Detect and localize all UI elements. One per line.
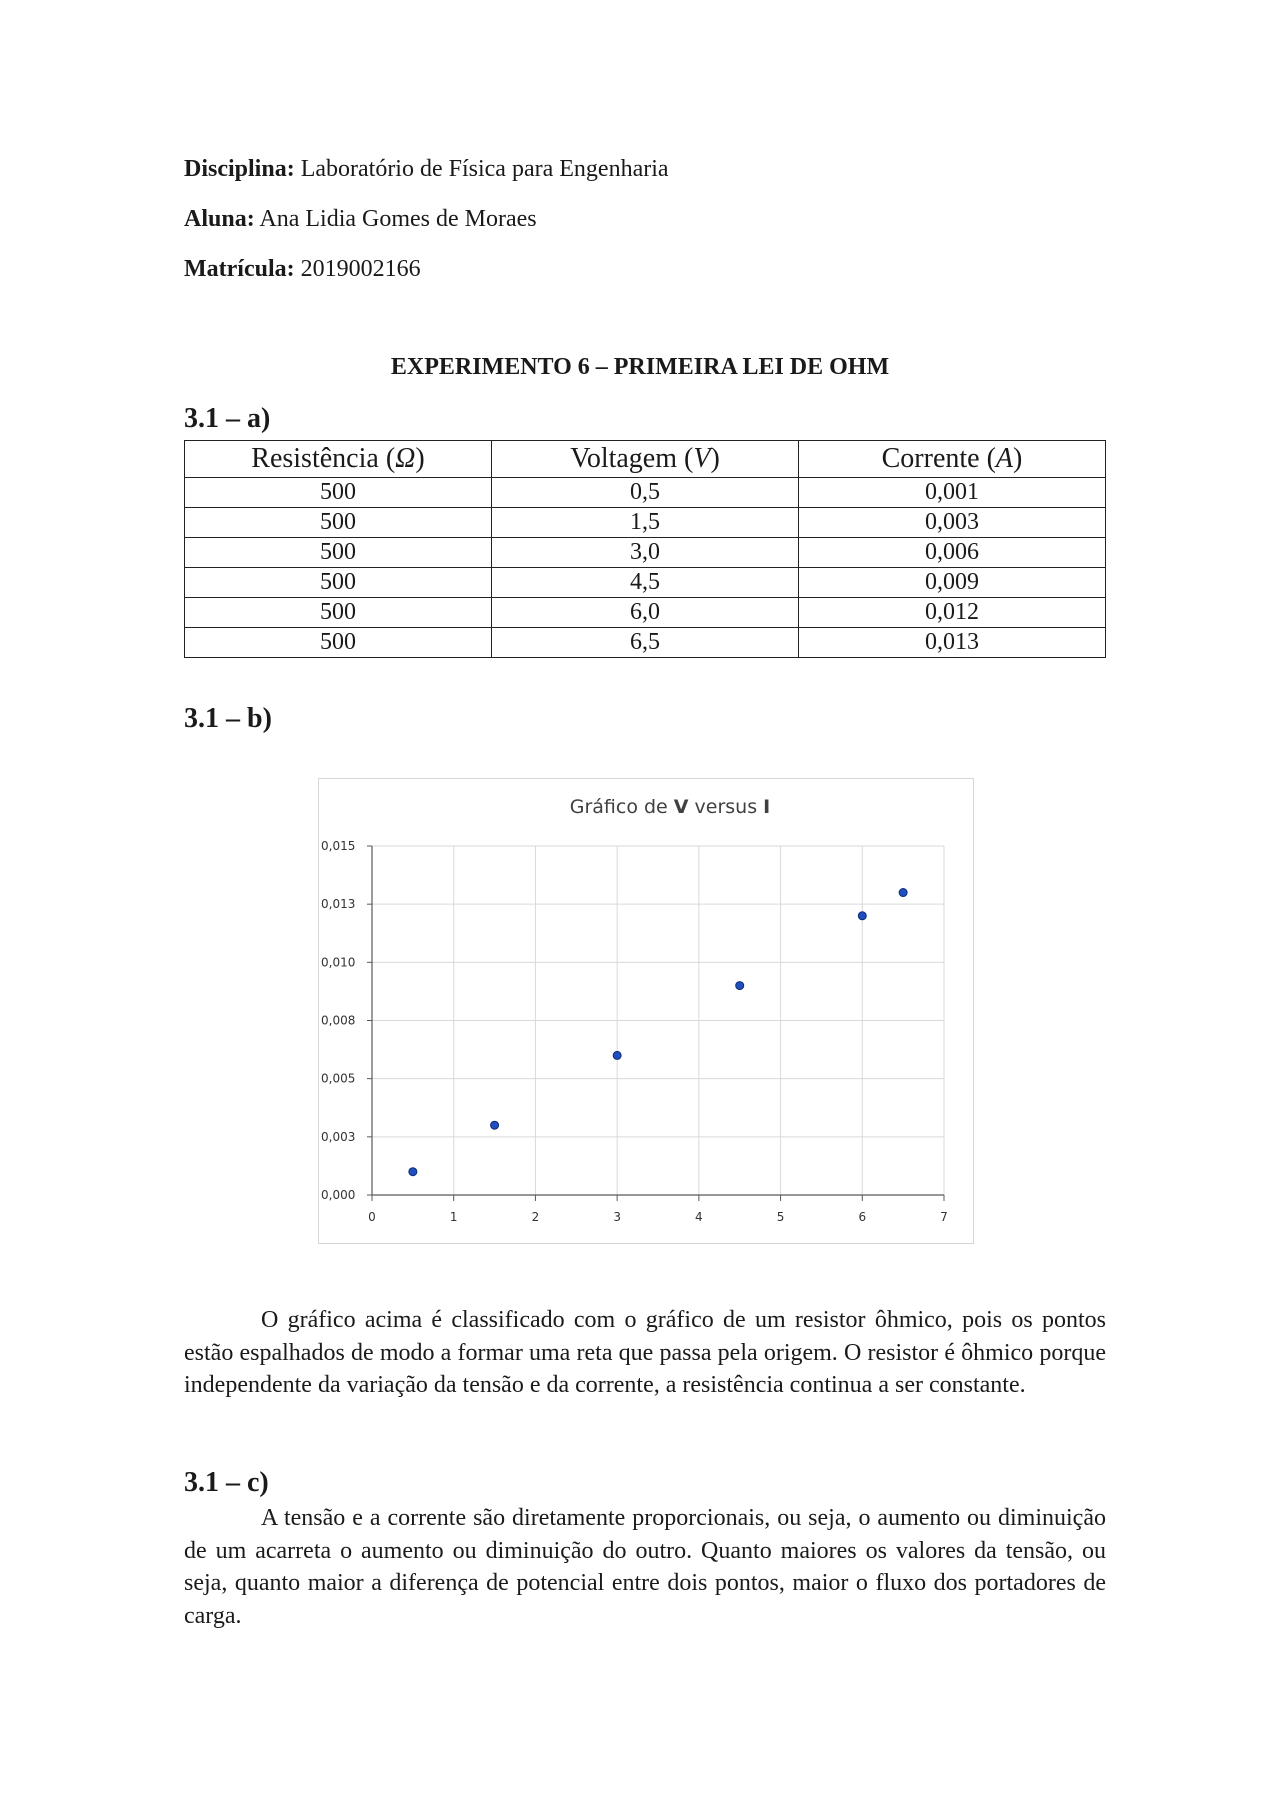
measurements-table — [184, 440, 1106, 658]
chart-title — [570, 796, 771, 818]
chart-y-tick-label: 0,000 — [321, 1188, 356, 1202]
chart-x-tick-label: 0 — [368, 1210, 376, 1224]
chart-title-part: V — [673, 796, 689, 818]
chart-x-tick-label: 3 — [613, 1210, 621, 1224]
cell-resistencia: 500 — [185, 508, 492, 538]
cell-resistencia: 500 — [185, 598, 492, 628]
chart-canvas — [319, 779, 973, 1243]
matricula-label: Matrícula: — [184, 256, 295, 282]
cell-corrente: 0,006 — [799, 538, 1106, 568]
chart-data-point — [491, 1121, 499, 1129]
disciplina-line — [184, 154, 669, 184]
cell-corrente: 0,012 — [799, 598, 1106, 628]
cell-corrente: 0,003 — [799, 508, 1106, 538]
paragraph-analysis-b: O gráfico acima é classificado com o gráfico de um resistor ôhmico, pois os pontos estão espalhados de modo a formar uma reta que passa pela origem. O resistor é ôhmico porque independente da variação da tensão e da corrente, a resistência continua a ser constante. — [184, 1307, 1106, 1398]
cell-voltagem: 1,5 — [492, 508, 799, 538]
chart-y-tick-label: 0,013 — [321, 897, 356, 912]
table-row — [185, 598, 1106, 628]
table-row — [185, 478, 1106, 508]
cell-voltagem: 6,0 — [492, 598, 799, 628]
chart-y-tick-label: 0,005 — [321, 1071, 356, 1086]
paragraph-analysis-c: A tensão e a corrente são diretamente proporcionais, ou seja, o aumento ou diminuição de um acarreta o aumento ou diminuição do outro. Quanto maiores os valores da tensão, ou seja, quanto maior a diferença de potencial entre dois pontos, maior o fluxo dos portadores de carga. — [184, 1505, 1106, 1629]
section-heading-b: 3.1 – b) — [184, 703, 272, 734]
aluna-value: Ana Lidia Gomes de Moraes — [259, 206, 537, 232]
header-label: Voltagem — [570, 443, 678, 474]
experiment-title: EXPERIMENTO 6 – PRIMEIRA LEI DE OHM — [390, 354, 890, 380]
table-header-row — [185, 441, 1106, 478]
chart-data-point — [899, 889, 907, 897]
chart-x-tick-label: 1 — [449, 1210, 458, 1224]
cell-corrente: 0,009 — [799, 568, 1106, 598]
table-row — [185, 538, 1106, 568]
chart-y-tick-label: 0,010 — [321, 955, 356, 970]
chart-data-point — [736, 982, 744, 990]
cell-resistencia: 500 — [185, 568, 492, 598]
cell-voltagem: 3,0 — [492, 538, 799, 568]
cell-resistencia: 500 — [185, 538, 492, 568]
chart-x-tick-label: 5 — [776, 1210, 785, 1224]
matricula-line — [184, 254, 421, 284]
aluna-line — [184, 204, 537, 234]
chart-x-tick-label: 2 — [531, 1210, 540, 1224]
cell-voltagem: 4,5 — [492, 568, 799, 598]
header-label: Resistência — [251, 443, 379, 474]
chart-data-point — [409, 1168, 417, 1176]
table-row — [185, 508, 1106, 538]
header-voltagem: Voltagem (V) — [492, 441, 799, 478]
disciplina-label: Disciplina: — [184, 156, 295, 182]
chart-data-point — [858, 912, 866, 920]
table-row — [185, 568, 1106, 598]
chart-data-point — [613, 1051, 621, 1059]
chart-title-part: versus — [688, 796, 764, 818]
cell-resistencia: 500 — [185, 628, 492, 658]
chart-y-tick-label: 0,015 — [321, 839, 356, 853]
table-row — [185, 628, 1106, 658]
header-resistencia: Resistência (Ω) — [185, 441, 492, 478]
header-corrente: Corrente (A) — [799, 441, 1106, 478]
scatter-chart — [318, 778, 974, 1244]
cell-corrente: 0,001 — [799, 478, 1106, 508]
header-unit: V — [693, 443, 711, 474]
aluna-label: Aluna: — [184, 206, 255, 232]
header-unit: Ω — [395, 443, 416, 474]
chart-title-part: Gráfico de — [569, 796, 674, 818]
chart-x-tick-label: 4 — [695, 1210, 703, 1224]
disciplina-value: Laboratório de Física para Engenharia — [300, 156, 669, 182]
chart-y-tick-label: 0,008 — [321, 1013, 356, 1028]
cell-voltagem: 6,5 — [492, 628, 799, 658]
chart-title-part: I — [763, 796, 771, 818]
matricula-value: 2019002166 — [300, 256, 421, 282]
cell-corrente: 0,013 — [799, 628, 1106, 658]
cell-voltagem: 0,5 — [492, 478, 799, 508]
header-label: Corrente — [881, 443, 980, 474]
chart-y-tick-label: 0,003 — [321, 1129, 356, 1144]
section-heading-a: 3.1 – a) — [184, 403, 271, 434]
chart-x-tick-label: 6 — [858, 1210, 867, 1224]
cell-resistencia: 500 — [185, 478, 492, 508]
section-heading-c: 3.1 – c) — [184, 1467, 269, 1498]
chart-x-tick-label: 7 — [940, 1210, 948, 1224]
header-unit: A — [995, 443, 1014, 474]
